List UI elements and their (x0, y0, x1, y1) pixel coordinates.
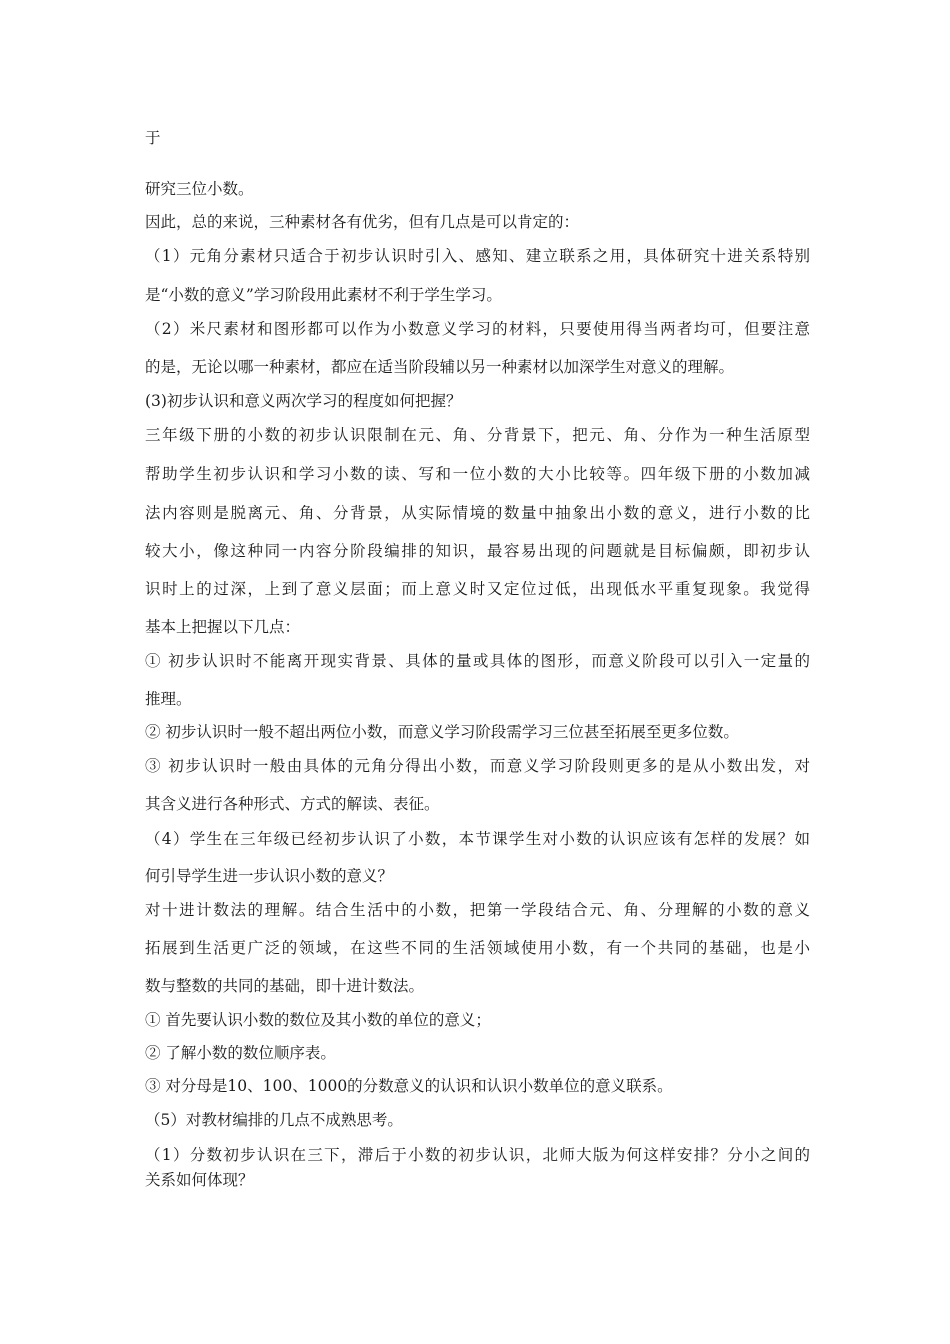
text-line: 因此，总的来说，三种素材各有优劣，但有几点是可以肯定的： (145, 213, 580, 231)
text-line: 研究三位小数。 (145, 180, 254, 198)
text-line: 是“小数的意义”学习阶段用此素材不利于学生学习。 (145, 286, 502, 304)
text-line: （2）米尺素材和图形都可以作为小数意义学习的材料，只要使用得当两者均可，但要注意 (145, 320, 810, 338)
text-line: ② 初步认识时一般不超出两位小数，而意义学习阶段需学习三位甚至拓展至更多位数。 (145, 723, 739, 741)
text-line: ③ 初步认识时一般由具体的元角分得出小数，而意义学习阶段则更多的是从小数出发，对 (145, 757, 810, 775)
text-line: 的是，无论以哪一种素材，都应在适当阶段辅以另一种素材以加深学生对意义的理解。 (145, 358, 735, 376)
text-line: 数与整数的共同的基础，即十进计数法。 (145, 977, 425, 995)
text-line: ③ 对分母是10、100、1000的分数意义的认识和认识小数单位的意义联系。 (145, 1077, 673, 1095)
text-line: 于 (145, 129, 161, 147)
text-line: 三年级下册的小数的初步认识限制在元、角、分背景下，把元、角、分作为一种生活原型 (145, 426, 810, 444)
text-line: 法内容则是脱离元、角、分背景，从实际情境的数量中抽象出小数的意义，进行小数的比 (145, 504, 810, 522)
text-line: 帮助学生初步认识和学习小数的读、写和一位小数的大小比较等。四年级下册的小数加减 (145, 465, 810, 483)
text-line: 拓展到生活更广泛的领域，在这些不同的生活领域使用小数，有一个共同的基础，也是小 (145, 939, 810, 957)
text-line: 基本上把握以下几点： (145, 618, 301, 636)
text-line: 识时上的过深，上到了意义层面；而上意义时又定位过低，出现低水平重复现象。我觉得 (145, 580, 810, 598)
text-line: ① 初步认识时不能离开现实背景、具体的量或具体的图形，而意义阶段可以引入一定量的 (145, 652, 810, 670)
text-line: 较大小，像这种同一内容分阶段编排的知识，最容易出现的问题就是目标偏颇，即初步认 (145, 542, 810, 560)
text-line: （1）分数初步认识在三下，滞后于小数的初步认识，北师大版为何这样安排？分小之间的 (145, 1146, 810, 1164)
text-line: (3)初步认识和意义两次学习的程度如何把握？ (145, 392, 462, 410)
text-line: 对十进计数法的理解。结合生活中的小数，把第一学段结合元、角、分理解的小数的意义 (145, 901, 810, 919)
text-line: （5）对教材编排的几点不成熟思考。 (145, 1111, 403, 1129)
text-line: 推理。 (145, 690, 192, 708)
text-line: 何引导学生进一步认识小数的意义？ (145, 867, 394, 885)
text-line: ② 了解小数的数位顺序表。 (145, 1044, 336, 1062)
text-line: （4）学生在三年级已经初步认识了小数，本节课学生对小数的认识应该有怎样的发展？如 (145, 830, 810, 848)
text-line: ① 首先要认识小数的数位及其小数的单位的意义； (145, 1011, 491, 1029)
text-line: 其含义进行各种形式、方式的解读、表征。 (145, 795, 440, 813)
text-line: 关系如何体现？ (145, 1171, 254, 1189)
text-line: （1）元角分素材只适合于初步认识时引入、感知、建立联系之用，具体研究十进关系特别 (145, 247, 810, 265)
